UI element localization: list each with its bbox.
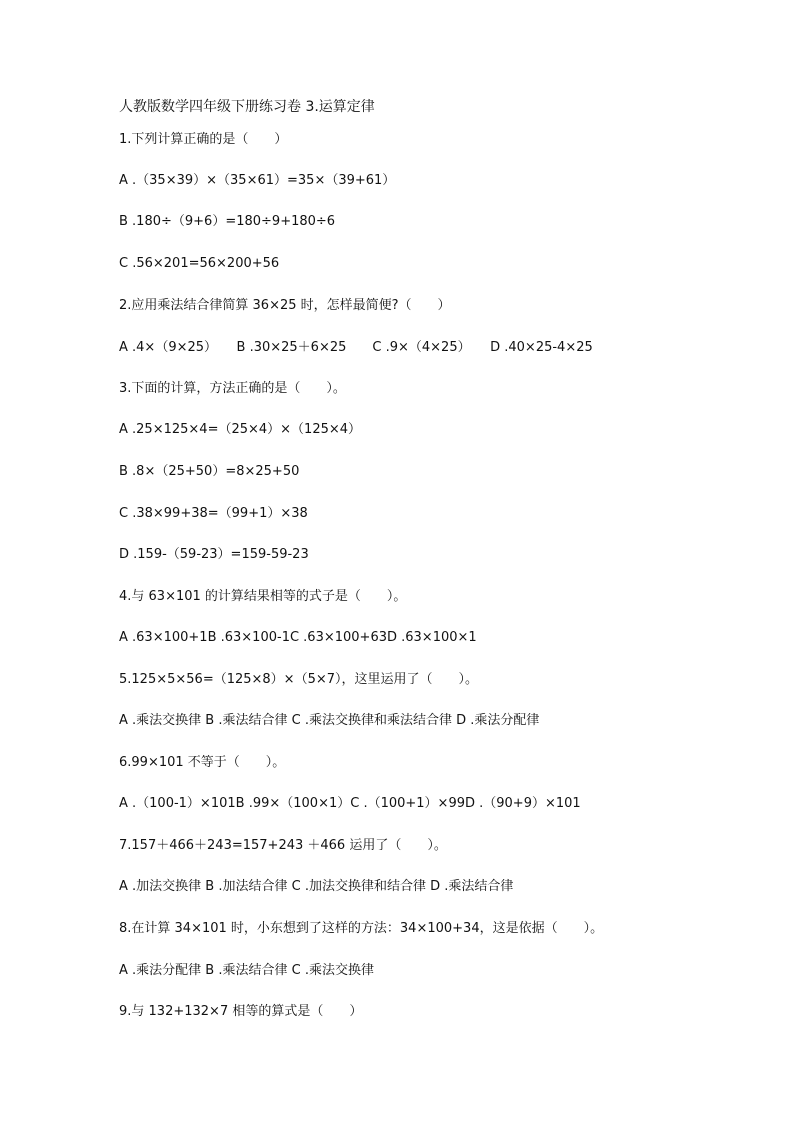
question-6: 6.99×101 不等于（ ）。 xyxy=(119,755,286,770)
question-8: 8.在计算 34×101 时，小东想到了这样的方法：34×100+34，这是依据（ ）。 xyxy=(119,921,604,936)
question-9: 9.与 132+132×7 相等的算式是（ ） xyxy=(119,1004,363,1019)
question-3-option-d: D .159-（59-23）=159-59-23 xyxy=(119,547,309,562)
question-1-option-b: B .180÷（9+6）=180÷9+180÷6 xyxy=(119,214,336,229)
question-3-option-a: A .25×125×4=（25×4）×（125×4） xyxy=(119,422,362,437)
question-8-options: A .乘法分配律 B .乘法结合律 C .乘法交换律 xyxy=(119,963,374,978)
question-6-options: A .（100-1）×101B .99×（100×1）C .（100+1）×99D .（90+9）×101 xyxy=(119,796,581,811)
question-3: 3.下面的计算，方法正确的是（ ）。 xyxy=(119,381,346,396)
question-4: 4.与 63×101 的计算结果相等的式子是（ ）。 xyxy=(119,589,407,604)
question-1: 1.下列计算正确的是（ ） xyxy=(119,132,288,147)
question-7-options: A .加法交换律 B .加法结合律 C .加法交换律和结合律 D .乘法结合律 xyxy=(119,879,514,894)
worksheet-title: 人教版数学四年级下册练习卷 3.运算定律 xyxy=(119,99,375,115)
question-3-option-c: C .38×99+38=（99+1）×38 xyxy=(119,506,308,521)
question-2: 2.应用乘法结合律简算 36×25 时，怎样最简便?（ ） xyxy=(119,298,451,313)
question-1-option-c: C .56×201=56×200+56 xyxy=(119,256,280,271)
question-2-options: A .4×（9×25） B .30×25＋6×25 C .9×（4×25） D .40×25-4×25 xyxy=(119,340,593,355)
question-7: 7.157＋466＋243=157+243 ＋466 运用了（ ）。 xyxy=(119,838,447,853)
question-5-options: A .乘法交换律 B .乘法结合律 C .乘法交换律和乘法结合律 D .乘法分配律 xyxy=(119,713,540,728)
question-1-option-a: A .（35×39）×（35×61）=35×（39+61） xyxy=(119,173,396,188)
question-4-options: A .63×100+1B .63×100-1C .63×100+63D .63×100×1 xyxy=(119,630,477,645)
question-5: 5.125×5×56=（125×8）×（5×7），这里运用了（ ）。 xyxy=(119,672,479,687)
question-3-option-b: B .8×（25+50）=8×25+50 xyxy=(119,464,300,479)
